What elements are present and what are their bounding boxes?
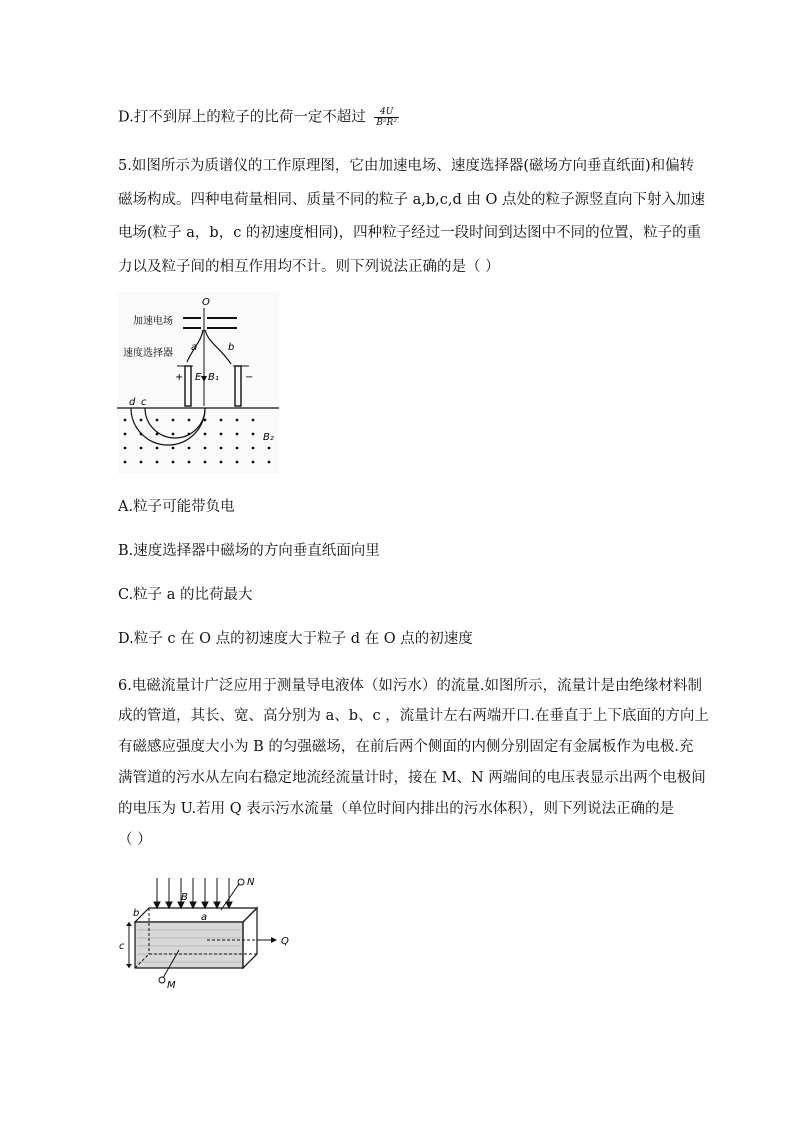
q5-stem-line-1: 5.如图所示为质谱仪的工作原理图，它由加速电场、速度选择器(磁场方向垂直纸面)和偏转: [118, 158, 695, 174]
label-accel-field: 加速电场: [133, 316, 173, 327]
q6-stem-line-6: （ ）: [118, 832, 152, 848]
label-b: b: [133, 908, 140, 919]
q6-stem-line-5: 的电压为 U.若用 Q 表示污水流量（单位时间内排出的污水体积），则下列说法正确的是: [118, 801, 674, 817]
flow-meter-figure: [117, 870, 297, 990]
q5-option-c: C.粒子 a 的比荷最大: [118, 587, 253, 603]
label-a: a: [191, 342, 198, 353]
label-c: c: [141, 397, 147, 408]
q6-stem-line-3: 有磁感应强度大小为 B 的匀强磁场，在前后两个侧面的内侧分别固定有金属板作为电极.充: [118, 739, 694, 755]
label-E: E: [195, 372, 202, 383]
fraction-numerator: 4U: [374, 107, 399, 118]
label-O: O: [202, 297, 210, 308]
label-Q: Q: [281, 936, 289, 947]
label-M: M: [167, 980, 176, 990]
q6-stem-line-4: 满管道的污水从左向右稳定地流经流量计时，接在 M、N 两端间的电压表显示出两个电极间: [118, 770, 706, 786]
q4-option-d: [118, 107, 399, 128]
fraction-denominator: B²R²: [376, 118, 397, 128]
q5-option-b: B.速度选择器中磁场的方向垂直纸面向里: [118, 543, 380, 559]
label-minus: −: [245, 372, 254, 383]
q6-stem-line-2: 成的管道，其长、宽、高分别为 a、b、c ，流量计左右两端开口.在垂直于上下底面的方向上: [118, 708, 709, 724]
label-b: b: [228, 342, 235, 353]
label-plus: +: [175, 372, 184, 383]
q6-stem-line-1: 6.电磁流量计广泛应用于测量导电液体（如污水）的流量.如图所示，流量计是由绝缘材料制: [118, 678, 702, 694]
q5-stem-line-4: 力以及粒子间的相互作用均不计。则下列说法正确的是（ ）: [118, 259, 500, 275]
label-a: a: [201, 912, 208, 923]
label-B2: B₂: [263, 432, 274, 443]
mass-spectrometer-figure: [117, 292, 279, 474]
label-d: d: [129, 397, 136, 408]
q5-option-d: D.粒子 c 在 O 点的初速度大于粒子 d 在 O 点的初速度: [118, 631, 473, 647]
label-velocity-selector: 速度选择器: [123, 348, 173, 359]
label-N: N: [247, 877, 255, 888]
q4-option-d-text: D.打不到屏上的粒子的比荷一定不超过: [118, 109, 366, 126]
q5-stem-line-3: 电场(粒子 a，b，c 的初速度相同)，四种粒子经过一段时间到达图中不同的位置，粒子的重: [118, 225, 702, 241]
label-B: B: [181, 892, 188, 903]
q5-stem-line-2: 磁场构成。四种电荷量相同、质量不同的粒子 a,b,c,d 由 O 点处的粒子源竖直向下射入加速: [118, 192, 705, 208]
q5-option-a: A.粒子可能带负电: [118, 499, 235, 515]
q4-option-d-fraction: [374, 107, 399, 128]
label-c: c: [119, 941, 125, 952]
label-B1: B₁: [208, 372, 219, 383]
